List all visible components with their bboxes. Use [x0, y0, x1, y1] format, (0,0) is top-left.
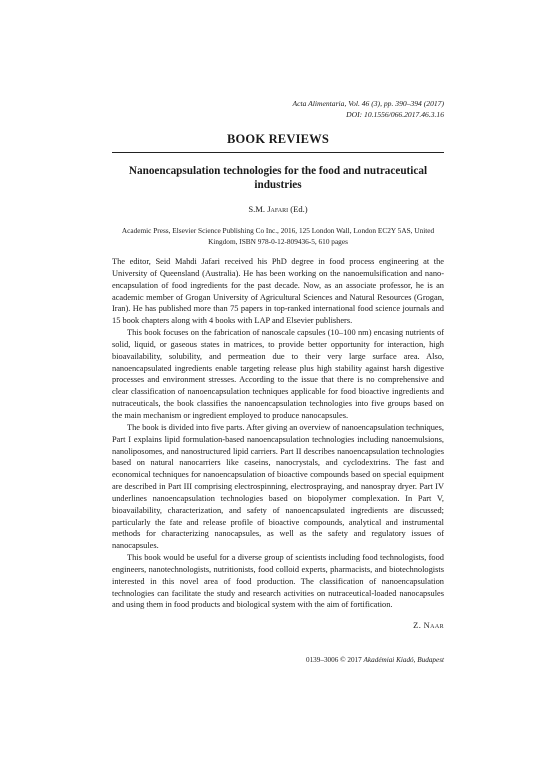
page-footer — [306, 656, 444, 664]
editor-role: (Ed.) — [288, 204, 308, 214]
section-title: BOOK REVIEWS — [226, 132, 330, 146]
issn-copyright: 0139–3006 © 2017 — [305, 656, 364, 664]
section-divider — [112, 152, 444, 153]
editor-surname: Jafari — [267, 204, 289, 214]
review-paragraph: The book is divided into five parts. After giving an overview of nanoencapsulation techniques, Part I explains lipid formulation-based nanoencapsulation technologies including nanoemulsions, nanoliposomes, and nanostructured lipid carriers. Part II describes nanoencapsulation technologies based on natural nanocarriers like caseins, nanocrystals, and cyclodextrins. The fast and economical techniques for nanoencapsulation of bioactive compounds based on special equipment are described in Part III comprising electrospinning, electrospraying, and nanospray dryer. Part IV underlines nanoencapsulation technologies based on biopolymer complexation. In Part V, bioavailability, characterization, and safety of nanoencapsulated ingredients are discussed; particularly the fate and release profile of bioactive compounds, analytical and instrumental methods for characterizing nanocapsules, as well as the safety and regulatory issues of nanocapsules. — [112, 422, 445, 551]
editor-initials: S.M. — [248, 204, 268, 214]
doi: DOI: 10.1556/066.2017.46.3.16 — [346, 110, 444, 119]
journal-header — [292, 98, 444, 120]
reviewer-signature: Z. Naar — [413, 621, 444, 630]
book-title: Nanoencapsulation technologies for the food and nutraceutical industries — [128, 165, 428, 191]
book-editor — [112, 204, 444, 214]
journal-citation: Acta Alimentaria, Vol. 46 (3), pp. 390–394 (2017) — [292, 99, 444, 108]
publication-info: Academic Press, Elsevier Science Publishing Co Inc., 2016, 125 London Wall, London EC2Y 5AS, United Kingdom, ISBN 978-0-12-809436-5, 610 pages — [121, 226, 435, 246]
review-body — [112, 256, 444, 611]
review-paragraph: This book would be useful for a diverse group of scientists including food technologists, food engineers, nanotechnologists, nutritionists, food colloid experts, pharmacists, and biotechnologists interested in this novel area of food production. The classification of nanoencapsulation technologies can facilitate the study and research activities on nutraceutical-loaded nanocapsules and using them in food products and biological system with the aim of fortification. — [112, 553, 444, 610]
publisher: Akadémiai Kiadó, Budapest — [363, 656, 444, 664]
review-paragraph: This book focuses on the fabrication of nanoscale capsules (10–100 nm) encasing nutrients of solid, liquid, or gaseous states in matrices, to provide better opportunity for interaction, high bioavailability, solubility, and permeation due to their very large surface area. Also, nanoencapsulated ingredients enable targeting release plus high stability against harsh digestive processes and environment stresses. According to the issue that there is no comprehensive and clear classification of nanoencapsulation techniques applicable for food bioactive ingredients and nutraceuticals, the book classifies the nanoencapsulation technologies into five groups based on the main mechanism or ingredient employed to produce nanocapsules. — [112, 328, 444, 420]
page — [112, 0, 444, 777]
review-paragraph: The editor, Seid Mahdi Jafari received his PhD degree in food process engineering at the University of Queensland (Australia). He has been working on the nanoemulsification and nano-encapsulation of food ingredients for the past decade. Now, as an associate professor, he is an academic member of Grogan University of Agricultural Sciences and Natural Resources (Grogan, Iran). He has published more than 75 papers in top-ranked international food science journals and 15 book chapters along with 4 books with LAP and Elsevier publishers. — [112, 257, 444, 326]
